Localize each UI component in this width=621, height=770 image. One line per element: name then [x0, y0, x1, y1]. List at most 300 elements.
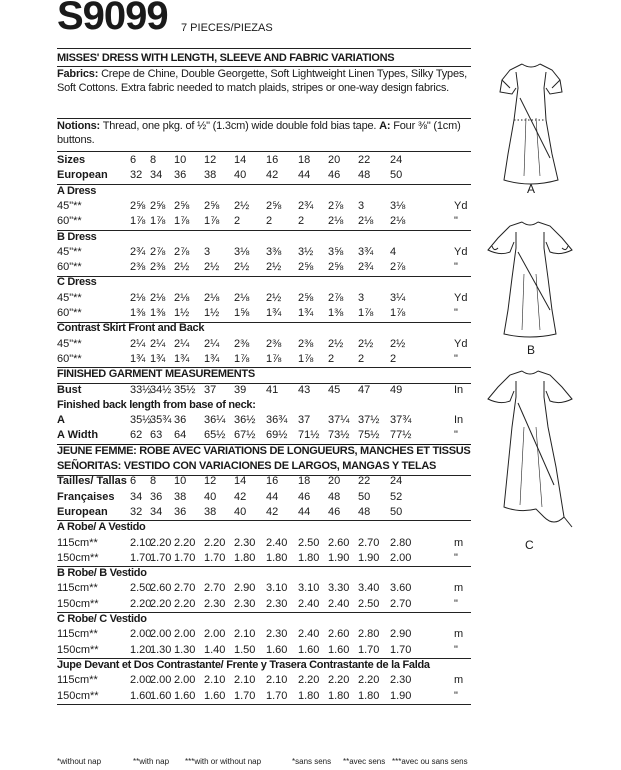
notions-label: Notions:	[57, 120, 101, 132]
table-cell: 46	[328, 505, 341, 518]
table-cell: 2.50	[358, 597, 380, 610]
table-cell: 1.80	[234, 551, 256, 564]
section-heading-row	[57, 659, 471, 673]
table-cell: 69½	[266, 429, 288, 442]
table-cell: 1¾	[150, 352, 166, 365]
table-cell: 2⅝	[130, 199, 146, 212]
table-cell: 52	[390, 490, 403, 503]
table-cell: 37¾	[390, 414, 412, 427]
view-c-dress-illustration	[480, 367, 580, 537]
table-cell: 1⅞	[298, 352, 314, 365]
table-cell: 2⅝	[298, 291, 314, 304]
table-cell: 14	[234, 475, 247, 488]
unit-label: "	[454, 597, 458, 610]
unit-label: "	[454, 215, 458, 228]
table-cell: 2.20	[358, 674, 380, 687]
section-heading-row	[57, 231, 471, 245]
table-cell: 2.40	[328, 597, 350, 610]
table-cell: 2	[234, 215, 241, 228]
table-cell: 44	[298, 169, 311, 182]
table-cell: 2¼	[174, 337, 190, 350]
table-cell: 2¼	[204, 337, 220, 350]
table-cell: 18	[298, 154, 311, 166]
table-cell: 2¼	[150, 337, 166, 350]
table-cell: 2¾	[130, 245, 146, 258]
table-cell: 32	[130, 169, 143, 182]
table-cell: 2⅝	[174, 199, 190, 212]
table-cell: 1.40	[204, 643, 226, 656]
table-row	[57, 429, 471, 443]
table-cell: 1.60	[298, 643, 320, 656]
section-heading: FINISHED GARMENT MEASUREMENTS	[57, 368, 255, 381]
table-cell: 1⅞	[204, 215, 220, 228]
table-cell: 2.30	[390, 674, 412, 687]
section-heading-row	[57, 276, 471, 290]
footnote-avec-ou-sans-sens: ***avec ou sans sens	[392, 757, 468, 766]
table-cell: 1⅞	[150, 215, 166, 228]
table-cell: 2½	[234, 199, 250, 212]
table-cell: 1½	[204, 307, 220, 319]
table-cell: 2⅜	[150, 261, 166, 274]
row-label: 150cm**	[57, 643, 99, 656]
table-cell: 44	[298, 505, 311, 518]
table-cell: 46	[328, 169, 341, 182]
table-row	[57, 674, 471, 688]
table-cell: 2.50	[130, 582, 152, 595]
section-heading-row	[57, 185, 471, 199]
footnote-sans-sens: *sans sens	[292, 757, 332, 766]
divider	[57, 118, 471, 119]
table-cell: 34	[150, 505, 163, 518]
table-cell: 3½	[298, 245, 314, 258]
table-cell: 40	[204, 490, 217, 503]
fabrics-paragraph	[57, 68, 469, 95]
table-cell: 1.60	[150, 689, 172, 702]
footnote-avec-sens: **avec sens	[343, 757, 386, 766]
table-cell: 2⅛	[328, 215, 344, 228]
table-cell: 2.00	[204, 628, 226, 641]
table-cell: 49	[390, 383, 403, 396]
table-cell: 1.90	[358, 551, 380, 564]
table-cell: 2.50	[298, 536, 320, 549]
row-label: 115cm**	[57, 536, 98, 549]
table-cell: 1.80	[298, 689, 320, 702]
table-cell: 1.70	[130, 551, 152, 564]
table-cell: 2.40	[298, 628, 320, 641]
table-cell: 2⅞	[150, 245, 166, 258]
table-row	[57, 552, 471, 566]
table-cell: 3¼	[390, 291, 406, 304]
table-cell: 1.70	[266, 689, 288, 702]
table-row	[57, 582, 471, 596]
section-heading: B Dress	[57, 230, 97, 243]
table-cell: 36	[174, 414, 187, 427]
table-cell: 46	[298, 490, 311, 503]
table-cell: 2.00	[150, 674, 172, 687]
table-cell: 1.70	[174, 551, 196, 564]
table-cell: 43	[298, 383, 311, 396]
table-cell: 34½	[150, 383, 172, 396]
table-cell: 2⅞	[328, 199, 344, 212]
table-row	[57, 475, 471, 489]
table-cell: 24	[390, 154, 403, 166]
notions-view-a: A:	[379, 120, 391, 132]
section-heading: Jupe Devant et Dos Contrastante/ Frente y Trasera Contrastante de la Falda	[57, 658, 430, 671]
section-heading: A Robe/ A Vestido	[57, 521, 146, 534]
unit-label: Yd	[454, 337, 468, 350]
table-cell: 1⅜	[150, 307, 166, 319]
table-cell: 2½	[204, 261, 220, 274]
table-cell: 2½	[328, 337, 344, 350]
table-cell: 3.60	[390, 582, 412, 595]
table-cell: 8	[150, 475, 157, 488]
table-cell: 1.70	[150, 551, 172, 564]
table-cell: 34	[150, 169, 163, 182]
row-label: 45"**	[57, 245, 82, 258]
table-cell: 1.20	[130, 643, 152, 656]
divider	[57, 66, 471, 67]
table-cell: 2	[266, 215, 273, 228]
table-row	[57, 215, 471, 229]
table-cell: 2½	[390, 337, 406, 350]
table-cell: 2.90	[390, 628, 412, 641]
table-cell: 64	[174, 429, 187, 442]
unit-label: m	[454, 582, 464, 595]
table-cell: 37	[204, 383, 217, 396]
table-cell: 2.70	[204, 582, 226, 595]
table-row	[57, 169, 471, 183]
section-heading: SEÑORITAS: VESTIDO CON VARIACIONES DE LARGOS, MANGAS Y TELAS	[57, 460, 437, 472]
notions-a-text: Four ⅜" (1cm) buttons.	[57, 120, 461, 146]
section-heading: JEUNE FEMME: ROBE AVEC VARIATIONS DE LONGUEURS, MANCHES ET TISSUS	[57, 444, 471, 457]
view-c-label: C	[525, 538, 534, 552]
table-cell: 2⅛	[390, 215, 406, 228]
unit-label: "	[454, 429, 458, 442]
pieces-count: 7 PIECES/PIEZAS	[181, 22, 273, 34]
table-cell: 1.70	[204, 551, 226, 564]
table-cell: 2.00	[390, 551, 412, 564]
section-heading-row	[57, 445, 471, 459]
unit-label: "	[454, 551, 458, 564]
table-cell: 12	[204, 475, 217, 488]
table-cell: 1.80	[358, 689, 380, 702]
table-cell: 1.60	[204, 689, 226, 702]
table-cell: 47	[358, 383, 371, 396]
unit-label: m	[454, 628, 464, 641]
table-cell: 1¾	[298, 307, 314, 319]
table-cell: 39	[234, 383, 247, 396]
table-cell: 3	[358, 291, 365, 304]
section-heading: C Robe/ C Vestido	[57, 613, 147, 625]
table-cell: 20	[328, 154, 341, 166]
table-cell: 37	[298, 414, 311, 427]
table-row	[57, 628, 471, 642]
table-cell: 3⅛	[390, 199, 406, 212]
table-cell: 35¾	[150, 414, 172, 427]
table-cell: 2⅛	[358, 215, 374, 228]
table-cell: 2.00	[174, 628, 196, 641]
table-cell: 2.80	[358, 628, 380, 641]
table-cell: 16	[266, 475, 279, 488]
row-label: 45"**	[57, 199, 82, 212]
table-cell: 40	[234, 169, 247, 182]
table-cell: 2.60	[150, 582, 172, 595]
table-cell: 2½	[174, 261, 190, 274]
table-cell: 2⅛	[234, 291, 250, 304]
table-row	[57, 154, 471, 168]
table-cell: 33½	[130, 383, 152, 396]
table-cell: 67½	[234, 429, 256, 442]
table-cell: 2.60	[328, 536, 350, 549]
table-cell: 2.70	[358, 536, 380, 549]
table-cell: 2.30	[204, 597, 226, 610]
divider	[57, 704, 471, 705]
table-row	[57, 353, 471, 367]
unit-label: "	[454, 307, 458, 319]
row-label: 150cm**	[57, 551, 99, 564]
section-heading: A Dress	[57, 184, 97, 197]
table-cell: 1⅞	[130, 215, 146, 228]
table-row	[57, 690, 471, 704]
table-cell: 2.10	[234, 674, 256, 687]
table-cell: 8	[150, 154, 157, 166]
table-row	[57, 307, 471, 321]
section-heading-row	[57, 322, 471, 336]
section-heading: Contrast Skirt Front and Back	[57, 322, 205, 335]
table-cell: 1.50	[234, 643, 256, 656]
table-cell: 38	[204, 505, 217, 518]
table-cell: 2.20	[298, 674, 320, 687]
table-cell: 2.30	[266, 597, 288, 610]
divider	[57, 151, 471, 152]
table-cell: 2⅞	[174, 245, 190, 258]
table-cell: 2⅜	[298, 337, 314, 350]
table-cell: 42	[266, 169, 279, 182]
unit-label: "	[454, 261, 458, 274]
table-cell: 2.30	[234, 536, 256, 549]
table-cell: 2.20	[328, 674, 350, 687]
table-cell: 1¾	[266, 307, 282, 319]
table-cell: 44	[266, 490, 279, 503]
table-cell: 37½	[358, 414, 380, 427]
table-cell: 1.70	[390, 643, 412, 656]
table-cell: 2	[298, 215, 305, 228]
table-cell: 2⅛	[174, 291, 190, 304]
table-cell: 2½	[266, 261, 282, 274]
table-cell: 2.10	[266, 674, 288, 687]
table-cell: 2.20	[174, 597, 196, 610]
row-label: Tailles/ Tallas	[57, 475, 127, 488]
table-cell: 1.80	[298, 551, 320, 564]
table-row	[57, 261, 471, 275]
row-label: Françaises	[57, 490, 115, 503]
table-cell: 1.90	[390, 689, 412, 702]
row-label: 60"**	[57, 215, 82, 228]
table-cell: 10	[174, 475, 187, 488]
table-cell: 1⅝	[234, 307, 250, 319]
table-cell: 1.70	[234, 689, 256, 702]
table-cell: 2½	[266, 291, 282, 304]
table-cell: 36	[174, 505, 187, 518]
unit-label: In	[454, 383, 464, 396]
footnote-without-nap: *without nap	[57, 757, 102, 766]
table-cell: 1.30	[174, 643, 196, 656]
unit-label: "	[454, 352, 458, 365]
table-cell: 2.00	[130, 674, 152, 687]
table-cell: 2.10	[234, 628, 256, 641]
table-cell: 3⅝	[328, 245, 344, 258]
table-cell: 32	[130, 505, 143, 518]
row-label: 45"**	[57, 337, 82, 350]
table-cell: 2⅞	[390, 261, 406, 274]
table-cell: 1.60	[130, 689, 152, 702]
table-cell: 48	[328, 490, 341, 503]
table-cell: 42	[266, 505, 279, 518]
unit-label: m	[454, 536, 464, 549]
table-cell: 2⅛	[204, 291, 220, 304]
table-cell: 50	[390, 169, 403, 182]
table-cell: 1.90	[328, 551, 350, 564]
table-cell: 3⅜	[266, 245, 282, 258]
table-cell: 1⅞	[390, 307, 406, 319]
section-heading-row	[57, 613, 471, 627]
table-cell: 4	[390, 245, 397, 258]
table-cell: 1.80	[328, 689, 350, 702]
table-cell: 1.60	[174, 689, 196, 702]
footnote-with-or-without-nap: ***with or without nap	[185, 757, 262, 766]
table-cell: 1.30	[150, 643, 172, 656]
table-cell: 24	[390, 475, 403, 488]
table-cell: 2⅝	[204, 199, 220, 212]
table-cell: 38	[174, 490, 187, 503]
table-cell: 2⅜	[266, 337, 282, 350]
table-cell: 36¼	[204, 414, 226, 427]
table-cell: 2.60	[328, 628, 350, 641]
table-cell: 2⅛	[150, 291, 166, 304]
table-cell: 71½	[298, 429, 320, 442]
table-cell: 62	[130, 429, 143, 442]
row-label: 60"**	[57, 261, 82, 274]
table-cell: 1⅜	[130, 307, 146, 319]
table-cell: 63	[150, 429, 163, 442]
table-cell: 10	[174, 154, 187, 166]
unit-label: Yd	[454, 199, 468, 212]
table-cell: 2.00	[174, 674, 196, 687]
row-label: 60"**	[57, 307, 82, 319]
view-b-dress-illustration	[480, 218, 580, 343]
table-cell: 6	[130, 154, 137, 166]
row-label: 60"**	[57, 352, 82, 365]
table-cell: 3	[204, 245, 211, 258]
table-cell: 40	[234, 505, 247, 518]
section-heading-row	[57, 399, 471, 413]
table-cell: 2	[390, 352, 397, 365]
table-cell: 1½	[174, 307, 190, 319]
section-heading: C Dress	[57, 276, 97, 289]
table-cell: 1⅞	[234, 352, 250, 365]
table-cell: 2⅝	[150, 199, 166, 212]
table-cell: 36½	[234, 414, 256, 427]
table-cell: 1.70	[358, 643, 380, 656]
row-label: 115cm**	[57, 674, 98, 687]
table-cell: 50	[390, 505, 403, 518]
table-cell: 75½	[358, 429, 380, 442]
section-heading: B Robe/ B Vestido	[57, 567, 147, 580]
table-cell: 3.10	[298, 582, 320, 595]
table-cell: 2⅜	[130, 261, 146, 274]
table-cell: 2⅜	[234, 337, 250, 350]
table-cell: 65½	[204, 429, 226, 442]
row-label: 115cm**	[57, 582, 98, 595]
table-row	[57, 338, 471, 352]
table-row	[57, 491, 471, 505]
row-label: Bust	[57, 383, 82, 396]
view-a-label: A	[527, 182, 536, 196]
table-cell: 77½	[390, 429, 412, 442]
footnote-with-nap: **with nap	[133, 757, 170, 766]
pattern-number: S9099	[57, 0, 168, 38]
table-cell: 36	[150, 490, 163, 503]
unit-label: m	[454, 674, 464, 687]
divider	[57, 48, 471, 49]
row-label: 115cm**	[57, 628, 98, 641]
table-cell: 3.10	[266, 582, 288, 595]
table-cell: 35½	[130, 414, 152, 427]
table-cell: 1.80	[266, 551, 288, 564]
table-cell: 2⅝	[328, 261, 344, 274]
unit-label: "	[454, 689, 458, 702]
table-cell: 3.30	[328, 582, 350, 595]
table-cell: 34	[130, 490, 143, 503]
table-cell: 2½	[234, 261, 250, 274]
row-label: 45"**	[57, 291, 82, 304]
table-cell: 37¼	[328, 414, 350, 427]
row-label: A Width	[57, 429, 99, 442]
table-cell: 22	[358, 154, 371, 166]
fabrics-label: Fabrics:	[57, 68, 99, 80]
section-heading-row	[57, 521, 471, 535]
row-label: A	[57, 414, 65, 427]
table-cell: 2⅞	[328, 291, 344, 304]
table-cell: 2⅛	[130, 291, 146, 304]
view-a-dress-illustration	[486, 58, 576, 193]
table-cell: 20	[328, 475, 341, 488]
section-heading-row	[57, 460, 471, 474]
table-cell: 1⅞	[358, 307, 374, 319]
notions-text: Thread, one pkg. of ½" (1.3cm) wide double fold bias tape.	[102, 120, 377, 132]
table-cell: 12	[204, 154, 217, 166]
table-cell: 2.20	[150, 597, 172, 610]
table-cell: 2¾	[358, 261, 374, 274]
table-cell: 73½	[328, 429, 350, 442]
table-row	[57, 292, 471, 306]
fabrics-text: Crepe de Chine, Double Georgette, Soft Lightweight Linen Types, Silky Types, Soft Cottons. Extra fabric needed to match plaids, stripes or one-way design fabrics.	[57, 68, 468, 94]
unit-label: In	[454, 414, 464, 427]
table-cell: 2.10	[130, 536, 152, 549]
table-row	[57, 200, 471, 214]
table-cell: 2.10	[204, 674, 226, 687]
table-row	[57, 246, 471, 260]
table-cell: 1¾	[204, 352, 220, 365]
row-label: 150cm**	[57, 689, 99, 702]
row-label: 150cm**	[57, 597, 99, 610]
section-heading-row	[57, 368, 471, 382]
table-cell: 2.80	[390, 536, 412, 549]
table-cell: 42	[234, 490, 247, 503]
table-row	[57, 598, 471, 612]
table-cell: 1⅜	[328, 307, 344, 319]
section-heading: Finished back length from base of neck:	[57, 398, 256, 411]
